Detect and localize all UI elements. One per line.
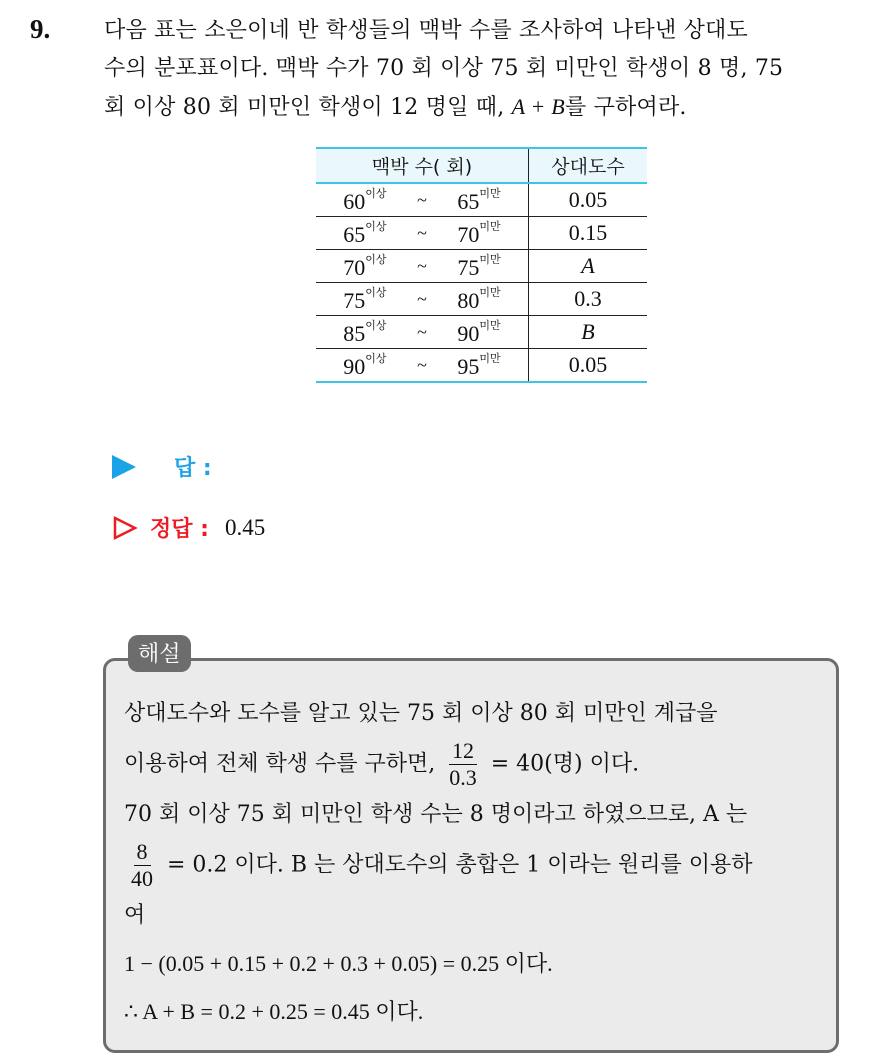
explanation-line-4 — [124, 839, 839, 892]
explanation-line-6: 1 − (0.05 + 0.15 + 0.2 + 0.3 + 0.05) = 0.25 이다. — [124, 951, 553, 976]
relative-frequency-cell: B — [529, 316, 648, 349]
answer-label: 답 : — [174, 456, 212, 481]
range-high: $95^{미만}$ — [457, 352, 501, 379]
table-row — [316, 250, 647, 283]
range-cell — [316, 183, 529, 217]
filled-triangle-icon — [112, 455, 136, 479]
range-high: $65^{미만}$ — [457, 187, 501, 214]
tilde: ~ — [417, 255, 427, 276]
range-high: $75^{미만}$ — [457, 253, 501, 280]
question-math-expression: A + B — [511, 94, 565, 119]
range — [316, 350, 528, 380]
range-low: $85^{이상}$ — [343, 319, 387, 346]
explanation-line-2-text: 이용하여 전체 학생 수를 구하면, — [124, 751, 443, 777]
table-row — [316, 217, 647, 250]
range-cell — [316, 349, 529, 383]
table-row — [316, 283, 647, 316]
tilde: ~ — [417, 288, 427, 309]
explanation-line-3: 70 회 이상 75 회 미만인 학생 수는 8 명이라고 하였으므로, A 는 — [124, 802, 748, 827]
correct-answer-label: 정답 : — [150, 517, 209, 542]
explanation-line-2 — [124, 738, 839, 791]
range-cell — [316, 217, 529, 250]
table-header-relative-frequency: 상대도수 — [529, 148, 648, 183]
range — [316, 185, 528, 215]
range — [316, 251, 528, 281]
outline-triangle-icon — [112, 515, 138, 541]
range-low: $90^{이상}$ — [343, 352, 387, 379]
relative-frequency-cell: 0.15 — [529, 217, 648, 250]
tilde: ~ — [417, 222, 427, 243]
question-line-3 — [104, 88, 864, 127]
range — [316, 284, 528, 314]
explanation-line-5: 여 — [124, 903, 146, 928]
fraction-numerator: 12 — [449, 738, 477, 765]
range — [316, 317, 528, 347]
range-low: $65^{이상}$ — [343, 220, 387, 247]
question-line-3-text: 회 이상 80 회 미만인 학생이 12 명일 때, — [104, 95, 512, 120]
tilde: ~ — [417, 321, 427, 342]
fraction-12-over-0.3 — [446, 738, 480, 791]
question-line-1: 다음 표는 소은이네 반 학생들의 맥박 수를 조사하여 나타낸 상대도 — [104, 18, 748, 43]
correct-answer-value: 0.45 — [224, 514, 266, 540]
range-high: $90^{미만}$ — [457, 319, 501, 346]
answer-row — [112, 451, 212, 482]
fraction-8-over-40 — [128, 839, 156, 892]
range-low: $60^{이상}$ — [343, 187, 387, 214]
relative-frequency-table — [316, 147, 647, 383]
range — [316, 218, 528, 248]
relative-frequency-cell: 0.3 — [529, 283, 648, 316]
tilde: ~ — [417, 189, 427, 210]
table-row — [316, 316, 647, 349]
relative-frequency-cell: 0.05 — [529, 183, 648, 217]
question-line-3-end: 를 구하여라. — [564, 95, 687, 120]
explanation-line-2-end: = 40(명) 이다. — [483, 751, 640, 777]
range-cell — [316, 250, 529, 283]
range-cell — [316, 283, 529, 316]
question-text — [104, 12, 864, 127]
fraction-numerator: 8 — [134, 839, 151, 866]
fraction-denominator: 40 — [131, 866, 153, 891]
fraction-denominator: 0.3 — [449, 765, 477, 790]
explanation-tab: 해설 — [128, 635, 191, 672]
explanation-body — [124, 690, 839, 1036]
range-low: $75^{이상}$ — [343, 286, 387, 313]
question-line-2: 수의 분포표이다. 맥박 수가 70 회 이상 75 회 미만인 학생이 8 명, 75 — [104, 56, 784, 81]
range-high: $80^{미만}$ — [457, 286, 501, 313]
correct-answer-row — [112, 512, 265, 543]
explanation-line-7: ∴ A + B = 0.2 + 0.25 = 0.45 이다. — [124, 999, 424, 1024]
table-row — [316, 349, 647, 383]
range-low: $70^{이상}$ — [343, 253, 387, 280]
table-row — [316, 183, 647, 217]
table-header-pulse: 맥박 수( 회) — [316, 148, 529, 183]
tilde: ~ — [417, 354, 427, 375]
explanation-line-4-end: = 0.2 이다. B 는 상대도수의 총합은 1 이라는 원리를 이용하 — [160, 852, 753, 878]
range-high: $70^{미만}$ — [457, 220, 501, 247]
relative-frequency-cell: 0.05 — [529, 349, 648, 383]
relative-frequency-cell: A — [529, 250, 648, 283]
explanation-line-1: 상대도수와 도수를 알고 있는 75 회 이상 80 회 미만인 계급을 — [124, 701, 718, 726]
question-number: 9. — [30, 14, 51, 44]
range-cell — [316, 316, 529, 349]
